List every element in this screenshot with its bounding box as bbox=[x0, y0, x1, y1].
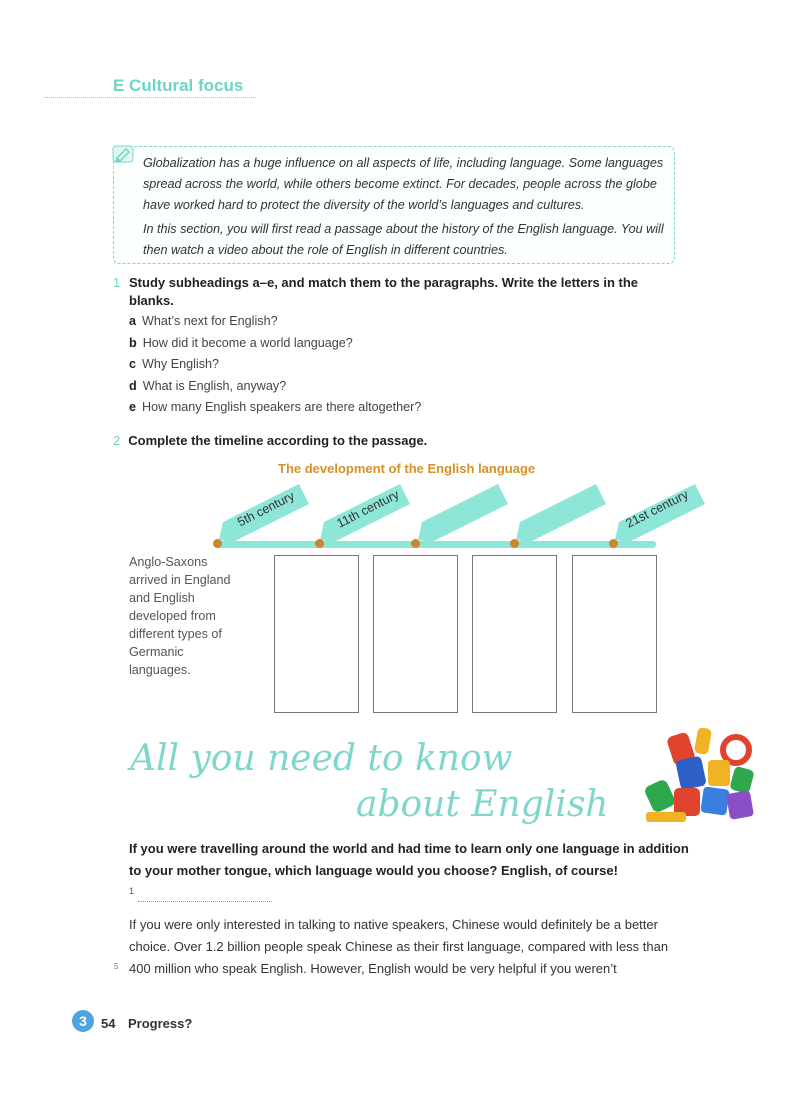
intro-paragraph-1: Globalization has a huge influence on all aspects of life, including language. Some languages spread across the world, while others become extinct. For decades, people across the globe have worked hard to protect the diversity of the world’s languages and cultures. bbox=[143, 156, 664, 212]
option-d: d What is English, anyway? bbox=[129, 378, 287, 393]
timeline-dot-4 bbox=[510, 539, 519, 548]
timeline-dot-3 bbox=[411, 539, 420, 548]
question-2 bbox=[113, 433, 427, 448]
timeline-flag-label-5: 21st century bbox=[623, 487, 691, 531]
question-1-instruction: Study subheadings a–e, and match them to the paragraphs. Write the letters in the blanks. bbox=[129, 275, 639, 308]
subheading-options bbox=[129, 311, 421, 419]
unit-title: Progress? bbox=[128, 1016, 193, 1031]
intro-text bbox=[143, 153, 668, 261]
article-body: If you were only interested in talking to native speakers, Chinese would definitely be a better choice. Over 1.2 billion people speak Chinese as their first language, compared with less than 400 million who speak English. However, English would be very helpful if you weren’t bbox=[129, 917, 669, 976]
timeline-flag-label-1: 5th century bbox=[235, 488, 297, 530]
timeline-blank-box-2[interactable] bbox=[274, 555, 359, 713]
timeline-blank-box-5[interactable] bbox=[572, 555, 657, 713]
question-2-instruction: Complete the timeline according to the passage. bbox=[128, 433, 428, 448]
timeline-blank-box-4[interactable] bbox=[472, 555, 557, 713]
section-title: E Cultural focus bbox=[113, 76, 244, 95]
option-a: a What’s next for English? bbox=[129, 314, 278, 328]
timeline-dot-5 bbox=[609, 539, 618, 548]
timeline-bar bbox=[214, 541, 656, 548]
timeline-title: The development of the English language bbox=[278, 461, 536, 476]
article-title-line-1: All you need to know bbox=[130, 738, 513, 779]
timeline-entry-1: Anglo-Saxons arrived in England and English developed from different types of Germanic languages. bbox=[129, 555, 231, 677]
section-divider bbox=[44, 97, 256, 98]
timeline-dot-1 bbox=[213, 539, 222, 548]
intro-paragraph-2: In this section, you will first read a passage about the history of the English language. You will then watch a video about the role of English in different countries. bbox=[143, 222, 664, 257]
article-lead: If you were travelling around the world and had time to learn only one language in addition to your mother tongue, which language would you choose? English, of course! bbox=[129, 841, 689, 878]
unit-badge: 3 bbox=[72, 1010, 94, 1032]
question-1-number: 1 bbox=[113, 275, 121, 290]
page-number: 54 bbox=[101, 1016, 116, 1031]
timeline-dot-2 bbox=[315, 539, 324, 548]
timeline-blank-box-3[interactable] bbox=[373, 555, 458, 713]
option-b: b How did it become a world language? bbox=[129, 335, 353, 350]
question-1 bbox=[113, 274, 673, 310]
pencil-icon bbox=[112, 144, 134, 169]
answer-blank-line[interactable] bbox=[138, 901, 272, 902]
option-c: c Why English? bbox=[129, 357, 220, 371]
paragraph-number: 1 bbox=[129, 886, 135, 896]
option-e: e How many English speakers are there altogether? bbox=[129, 400, 422, 414]
article-title-line-2: about English bbox=[356, 784, 609, 825]
question-2-number: 2 bbox=[113, 433, 121, 448]
plastic-letters-illustration bbox=[640, 724, 758, 829]
line-number: 5 bbox=[114, 962, 119, 971]
timeline-flag-label-2: 11th century bbox=[334, 487, 402, 531]
